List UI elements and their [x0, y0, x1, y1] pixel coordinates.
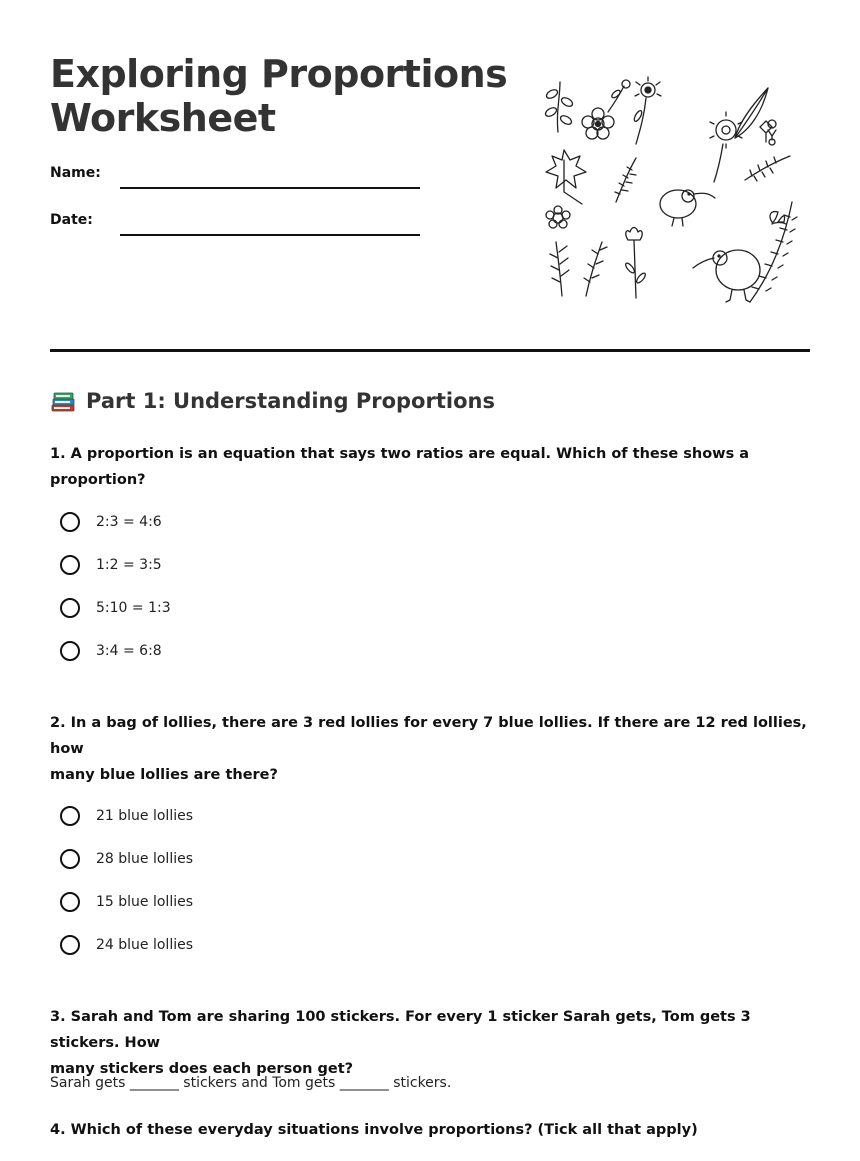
- small-fern-icon: [745, 156, 790, 181]
- q2-option-1[interactable]: [60, 803, 193, 829]
- q2-option-4[interactable]: [60, 932, 193, 958]
- page-title: [50, 52, 507, 140]
- date-label: Date:: [50, 212, 93, 228]
- q2-option-2[interactable]: [60, 846, 193, 872]
- option-label: 2:3 = 4:6: [96, 514, 162, 530]
- question-2: [50, 710, 810, 788]
- tulip-icon: [624, 228, 647, 299]
- lotus-icon: [770, 212, 786, 224]
- q1-option-2[interactable]: [60, 552, 162, 578]
- option-label: 24 blue lollies: [96, 937, 194, 953]
- sunflower-icon: [633, 77, 661, 144]
- section-title-text: Part 1: Understanding Proportions: [86, 389, 495, 413]
- maple-leaf-icon: [546, 150, 586, 204]
- q2-option-3[interactable]: [60, 889, 193, 915]
- fern-pair-icon: [550, 242, 607, 296]
- name-label: Name:: [50, 165, 101, 181]
- q1-option-4[interactable]: [60, 638, 162, 664]
- radio-button[interactable]: [60, 806, 80, 826]
- radio-button[interactable]: [60, 935, 80, 955]
- q1-option-1[interactable]: [60, 509, 162, 535]
- question-4: 4. Which of these everyday situations involve proportions? (Tick all that apply): [50, 1122, 698, 1138]
- q1-option-3[interactable]: [60, 595, 171, 621]
- books-icon: [50, 388, 76, 414]
- title-line-2: Worksheet: [50, 96, 276, 140]
- name-field[interactable]: [120, 187, 420, 189]
- leaf-sprig-icon: [544, 82, 574, 132]
- q3-answer-line[interactable]: Sarah gets _______ stickers and Tom gets _______ stickers.: [50, 1075, 452, 1091]
- kiwi-bird-icon: [660, 190, 715, 226]
- daisy-icon: [710, 112, 742, 182]
- question-3: [50, 1004, 810, 1082]
- flower-icon: [582, 80, 630, 139]
- date-field[interactable]: [120, 234, 420, 236]
- large-fern-icon: [750, 202, 797, 302]
- question-1: 1. A proportion is an equation that says two ratios are equal. Which of these shows a proportion?: [50, 446, 750, 488]
- radio-button[interactable]: [60, 849, 80, 869]
- radio-button[interactable]: [60, 598, 80, 618]
- option-label: 28 blue lollies: [96, 851, 194, 867]
- option-label: 3:4 = 6:8: [96, 643, 162, 659]
- kiwi-bird-large-icon: [693, 250, 760, 302]
- question-3-line-1: 3. Sarah and Tom are sharing 100 stickers. For every 1 sticker Sarah gets, Tom gets 3 stickers. How: [50, 1009, 751, 1051]
- radio-button[interactable]: [60, 892, 80, 912]
- section-title: [50, 388, 495, 414]
- question-2-line-1: 2. In a bag of lollies, there are 3 red lollies for every 7 blue lollies. If there are 12 red lollies, how: [50, 715, 807, 757]
- fern-icon: [615, 158, 636, 202]
- botanical-kiwi-illustration: [540, 72, 800, 310]
- option-label: 5:10 = 1:3: [96, 600, 171, 616]
- title-line-1: Exploring Proportions: [50, 52, 508, 96]
- radio-button[interactable]: [60, 641, 80, 661]
- option-label: 15 blue lollies: [96, 894, 194, 910]
- option-label: 1:2 = 3:5: [96, 557, 162, 573]
- radio-button[interactable]: [60, 512, 80, 532]
- radio-button[interactable]: [60, 555, 80, 575]
- small-daisy-icon: [546, 206, 570, 228]
- header-divider: [50, 349, 810, 352]
- option-label: 21 blue lollies: [96, 808, 194, 824]
- question-3-line-2: many stickers does each person get?: [50, 1061, 354, 1077]
- question-2-line-2: many blue lollies are there?: [50, 767, 278, 783]
